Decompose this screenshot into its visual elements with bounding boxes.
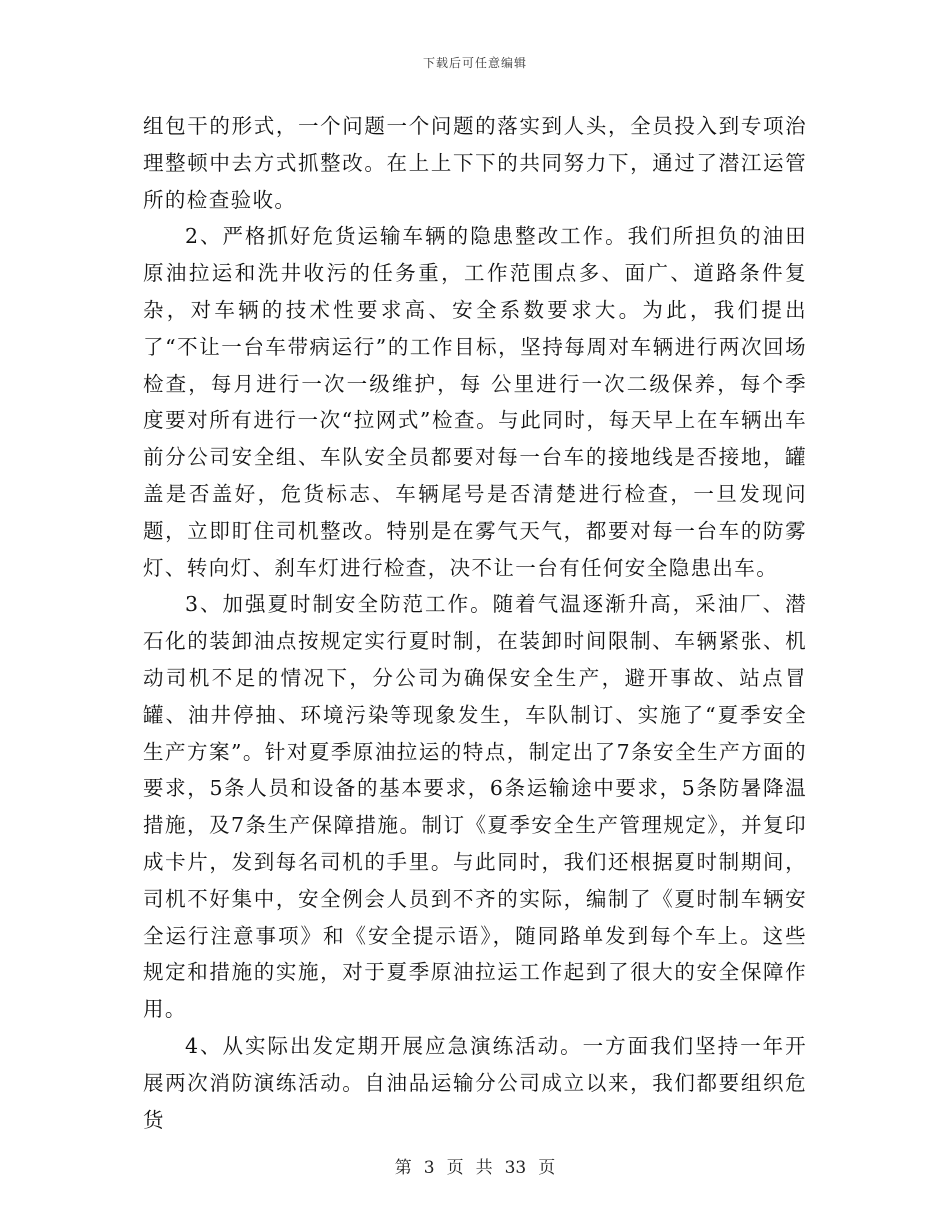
footer-label-total: 共 <box>475 1158 493 1178</box>
paragraph-item-3: 3、加强夏时制安全防范工作。随着气温逐渐升高，采油厂、潜石化的装卸油点按规定实行夏时制，在装卸时间限制、车辆紧张、机动司机不足的情况下，分公司为确保安全生产，避开事故、站点冒罐、油井停抽、环境污染等现象发生，车队制订、实施了“夏季安全生产方案”。针对夏季原油拉运的特点，制定出了7条安全生产方面的要求，5条人员和设备的基本要求，6条运输途中要求，5条防暑降温措施，及7条生产保障措施。制订《夏季安全生产管理规定》，并复印成卡片，发到每名司机的手里。与此同时，我们还根据夏时制期间，司机不好集中，安全例会人员到不齐的实际，编制了《夏时制车辆安全运行注意事项》和《安全提示语》，随同路单发到每个车上。这些规定和措施的实施，对于夏季原油拉运工作起到了很大的安全保障作用。 <box>143 592 807 1022</box>
body-content <box>143 108 807 1138</box>
paragraph-continued: 组包干的形式，一个问题一个问题的落实到人头，全员投入到专项治理整顿中去方式抓整改。在上上下下的共同努力下，通过了潜江运管所的检查验收。 <box>143 114 807 212</box>
current-page-number: 3 <box>423 1158 435 1178</box>
total-page-count: 33 <box>504 1158 527 1178</box>
footer-label-page: 第 <box>394 1158 412 1178</box>
paragraph-item-2: 2、严格抓好危货运输车辆的隐患整改工作。我们所担负的油田原油拉运和洗井收污的任务重，工作范围点多、面广、道路条件复杂，对车辆的技术性要求高、安全系数要求大。为此，我们提出了“不让一台车带病运行”的工作目标，坚持每周对车辆进行两次回场检查，每月进行一次一级维护，每 公里进行一次二级保养，每个季度要对所有进行一次“拉网式”检查。与此同时，每天早上在车辆出车前分公司安全组、车队安全员都要对每一台车的接地线是否接地，罐盖是否盖好，危货标志、车辆尾号是否清楚进行检查，一旦发现问题，立即盯住司机整改。特别是在雾气天气，都要对每一台车的防雾灯、转向灯、刹车灯进行检查，决不让一台有任何安全隐患出车。 <box>143 224 807 580</box>
footer-label-total-unit: 页 <box>538 1158 556 1178</box>
footer-label-page-unit: 页 <box>446 1158 464 1178</box>
paragraph-item-4: 4、从实际出发定期开展应急演练活动。一方面我们坚持一年开展两次消防演练活动。自油品运输分公司成立以来，我们都要组织危货 <box>143 1033 807 1132</box>
page-header: 下载后可任意编辑 <box>422 56 527 70</box>
page-footer <box>0 1153 950 1178</box>
